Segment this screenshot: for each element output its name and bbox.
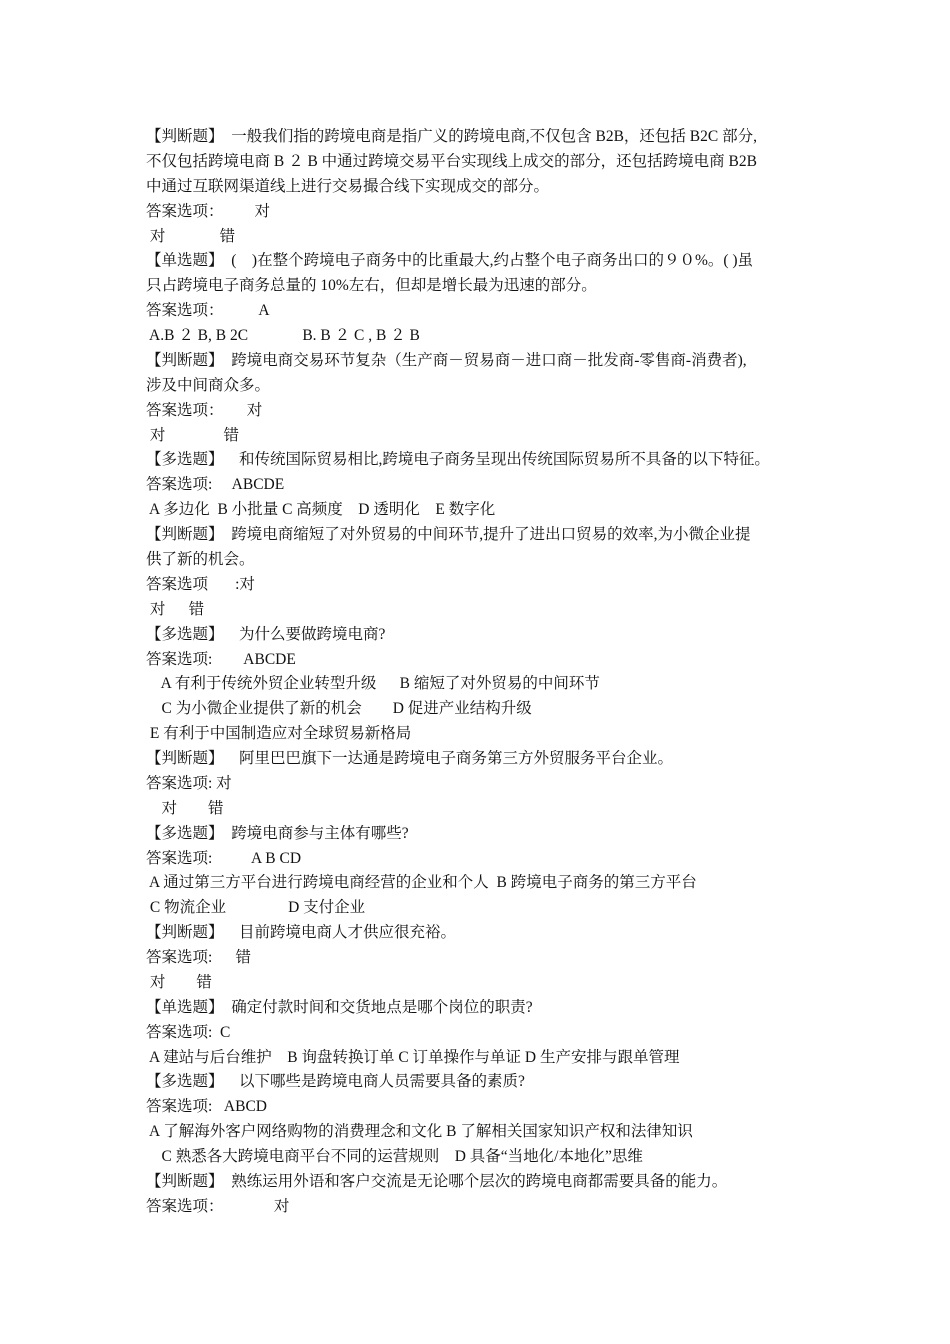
text-line: A 多边化 B 小批量 C 高频度 D 透明化 E 数字化	[146, 501, 496, 519]
text-line: C 熟悉各大跨境电商平台不同的运营规则 D 具备“当地化/本地化”思维	[146, 1148, 643, 1166]
text-line: 供了新的机会。	[146, 551, 255, 568]
text-line: 答案选项: 对	[146, 774, 232, 792]
text-line: 只占跨境电子商务总量的 10%左右，但却是增长最为迅速的部分。	[146, 277, 597, 295]
text-line: 答案选项: ABCDE	[146, 476, 285, 494]
text-line: A 有利于传统外贸企业转型升级 B 缩短了对外贸易的中间环节	[146, 675, 600, 693]
text-line: 【判断题】 一般我们指的跨境电商是指广义的跨境电商,不仅包含 B2B，还包括 B2C 部分,	[146, 128, 757, 145]
text-line: A 通过第三方平台进行跨境电商经营的企业和个人 B 跨境电子商务的第三方平台	[146, 874, 697, 892]
text-line: 答案选项: C	[146, 1023, 231, 1041]
text-line: 答案选项: ABCDE	[146, 650, 296, 668]
text-line: 对 错	[146, 426, 240, 444]
text-line: 中通过互联网渠道线上进行交易撮合线下实现成交的部分。	[146, 177, 550, 195]
text-line: 【判断题】 熟练运用外语和客户交流是无论哪个层次的跨境电商都需要具备的能力。	[146, 1173, 728, 1190]
text-line: 【多选题】 和传统国际贸易相比,跨境电子商务呈现出传统国际贸易所不具备的以下特征。	[146, 451, 770, 469]
text-line: C 为小微企业提供了新的机会 D 促进产业结构升级	[146, 700, 532, 718]
text-line: 对 错	[146, 227, 236, 245]
text-line: 答案选项： 对	[146, 401, 263, 419]
text-line: 【判断题】 目前跨境电商人才供应很充裕。	[146, 924, 457, 942]
text-line: 答案选项: 错	[146, 949, 252, 966]
text-line: 【判断题】 跨境电商缩短了对外贸易的中间环节,提升了进出口贸易的效率,为小微企业提	[146, 526, 751, 544]
text-line: 答案选项： 对	[146, 1197, 290, 1215]
text-line: 对 错	[146, 799, 224, 817]
text-line: 答案选项： 对	[146, 202, 271, 220]
text-line: 答案选项: A B CD	[146, 849, 302, 867]
text-line: A 建站与后台维护 B 询盘转换订单 C 订单操作与单证 D 生产安排与跟单管理	[146, 1048, 680, 1066]
text-line: 涉及中间商众多。	[146, 376, 271, 394]
text-line: A.B ２ B, B 2C B. B ２ C , B ２ B	[146, 327, 420, 344]
text-line: 【判断题】 阿里巴巴旗下一达通是跨境电子商务第三方外贸服务平台企业。	[146, 750, 674, 767]
text-line: 【单选题】 确定付款时间和交货地点是哪个岗位的职责?	[146, 998, 533, 1016]
text-line: 不仅包括跨境电商 B ２ B 中通过跨境交易平台实现线上成交的部分，还包括跨境电商 B2B	[146, 152, 757, 170]
text-line: 【多选题】 以下哪些是跨境电商人员需要具备的素质?	[146, 1073, 525, 1091]
text-line: E 有利于中国制造应对全球贸易新格局	[146, 725, 412, 743]
text-line: 【单选题】 ( )在整个跨境电子商务中的比重最大,约占整个电子商务出口的９０%。( )虽	[146, 252, 754, 270]
text-line: 【多选题】 跨境电商参与主体有哪些?	[146, 824, 409, 842]
text-line: 对 错	[146, 973, 212, 991]
text-line: 【多选题】 为什么要做跨境电商?	[146, 625, 386, 643]
text-line: A 了解海外客户网络购物的消费理念和文化 B 了解相关国家知识产权和法律知识	[146, 1123, 693, 1141]
text-line: 对 错	[146, 600, 205, 618]
text-line: 答案选项 :对	[146, 575, 255, 593]
text-line: C 物流企业 D 支付企业	[146, 899, 366, 917]
text-line: 答案选项: ABCD	[146, 1098, 267, 1116]
text-line: 答案选项： A	[146, 302, 270, 320]
text-line: 【判断题】 跨境电商交易环节复杂（生产商－贸易商－进口商－批发商-零售商-消费者),	[146, 351, 747, 369]
